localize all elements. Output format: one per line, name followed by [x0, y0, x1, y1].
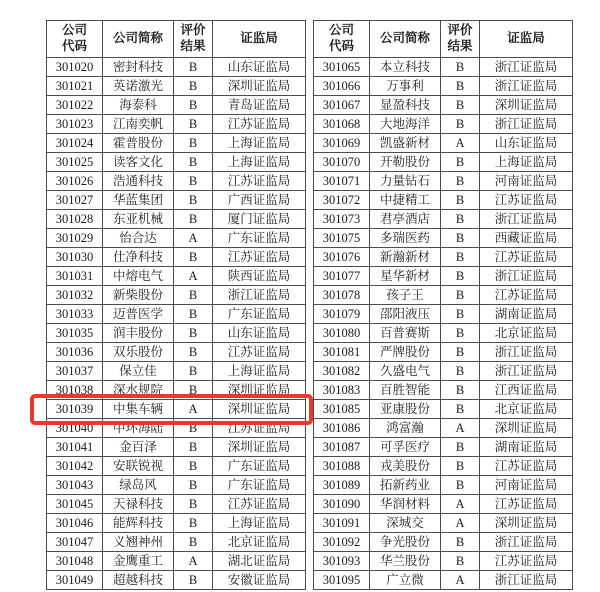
table-row: [47, 362, 306, 381]
table-cell: 英诺激光: [103, 77, 174, 96]
table-cell: 301090: [314, 495, 370, 514]
table-cell: 301024: [47, 134, 103, 153]
table-cell: 浙江证监局: [480, 58, 573, 77]
table-row: [314, 229, 573, 248]
table-cell: B: [174, 77, 213, 96]
table-cell: B: [174, 514, 213, 533]
table-cell: 北京证监局: [480, 324, 573, 343]
table-cell: 湖北证监局: [213, 552, 306, 571]
table-cell: B: [174, 324, 213, 343]
table-cell: 301066: [314, 77, 370, 96]
table-cell: 浙江证监局: [480, 571, 573, 590]
table-row: [314, 362, 573, 381]
table-cell: 江南奕帆: [103, 115, 174, 134]
column-header: 证监局: [213, 21, 306, 58]
table-cell: 中熔电气: [103, 267, 174, 286]
table-row: [47, 457, 306, 476]
table-cell: 密封科技: [103, 58, 174, 77]
table-cell: 天禄科技: [103, 495, 174, 514]
table-cell: 301068: [314, 115, 370, 134]
table-row: [314, 172, 573, 191]
column-header: 公司 代码: [314, 21, 370, 58]
table-cell: 301093: [314, 552, 370, 571]
table-cell: 301031: [47, 267, 103, 286]
table-cell: 严牌股份: [370, 343, 441, 362]
table-row: [314, 134, 573, 153]
table-row: [47, 115, 306, 134]
table-cell: 301065: [314, 58, 370, 77]
table-cell: 金百泽: [103, 438, 174, 457]
table-cell: 深圳证监局: [213, 381, 306, 400]
table-cell: 青岛证监局: [213, 96, 306, 115]
table-cell: 拓新药业: [370, 476, 441, 495]
header-row: [314, 21, 573, 58]
table-cell: 301040: [47, 419, 103, 438]
table-row: [314, 77, 573, 96]
table-cell: B: [174, 495, 213, 514]
table-cell: B: [441, 324, 480, 343]
table-cell: 301020: [47, 58, 103, 77]
table-cell: 浙江证监局: [480, 533, 573, 552]
table-cell: 浙江证监局: [480, 343, 573, 362]
table-cell: 上海证监局: [213, 134, 306, 153]
table-cell: 久盛电气: [370, 362, 441, 381]
table-cell: 保立佳: [103, 362, 174, 381]
table-cell: A: [174, 400, 213, 419]
table-cell: A: [441, 134, 480, 153]
table-cell: B: [441, 248, 480, 267]
table-cell: B: [174, 134, 213, 153]
table-row: [47, 533, 306, 552]
table-row: [47, 267, 306, 286]
table-cell: B: [441, 438, 480, 457]
table-cell: 万事利: [370, 77, 441, 96]
table-cell: 301025: [47, 153, 103, 172]
table-cell: 301043: [47, 476, 103, 495]
table-cell: 301079: [314, 305, 370, 324]
table-cell: A: [174, 229, 213, 248]
table-cell: 绿岛风: [103, 476, 174, 495]
table-cell: 301071: [314, 172, 370, 191]
table-cell: 301070: [314, 153, 370, 172]
table-cell: B: [441, 457, 480, 476]
company-rating-table-right: [313, 20, 573, 590]
table-cell: 301086: [314, 419, 370, 438]
table-cell: 301035: [47, 324, 103, 343]
table-cell: 陕西证监局: [213, 267, 306, 286]
table-cell: 安徽证监局: [213, 571, 306, 590]
table-cell: 江苏证监局: [213, 495, 306, 514]
table-cell: 广立微: [370, 571, 441, 590]
table-cell: 上海证监局: [213, 514, 306, 533]
table-cell: 山东证监局: [480, 134, 573, 153]
table-cell: 华润材料: [370, 495, 441, 514]
table-row: [314, 495, 573, 514]
table-row: [314, 286, 573, 305]
column-header: 评价 结果: [441, 21, 480, 58]
table-cell: 301023: [47, 115, 103, 134]
table-row: [314, 400, 573, 419]
table-cell: A: [441, 571, 480, 590]
table-cell: B: [441, 153, 480, 172]
table-cell: 大地海洋: [370, 115, 441, 134]
table-cell: 301042: [47, 457, 103, 476]
table-cell: B: [441, 400, 480, 419]
table-cell: 上海证监局: [213, 153, 306, 172]
table-cell: 301036: [47, 343, 103, 362]
table-cell: 301082: [314, 362, 370, 381]
table-cell: 江苏证监局: [213, 248, 306, 267]
table-cell: 亚康股份: [370, 400, 441, 419]
table-cell: 301047: [47, 533, 103, 552]
table-cell: 新瀚新材: [370, 248, 441, 267]
table-row: [314, 514, 573, 533]
table-cell: 华蓝集团: [103, 191, 174, 210]
table-cell: 浙江证监局: [480, 77, 573, 96]
table-cell: 鸿富瀚: [370, 419, 441, 438]
table-row: [314, 476, 573, 495]
table-cell: 301075: [314, 229, 370, 248]
table-cell: 301080: [314, 324, 370, 343]
table-row: [47, 495, 306, 514]
table-cell: 邵阳液压: [370, 305, 441, 324]
table-cell: 深圳证监局: [213, 438, 306, 457]
table-cell: 301049: [47, 571, 103, 590]
table-cell: 星华新材: [370, 267, 441, 286]
table-cell: 仕净科技: [103, 248, 174, 267]
table-cell: 江苏证监局: [480, 495, 573, 514]
table-cell: 多瑞医药: [370, 229, 441, 248]
table-cell: 301039: [47, 400, 103, 419]
column-header: 公司简称: [103, 21, 174, 58]
table-row: [314, 552, 573, 571]
company-rating-table-left: [46, 20, 306, 590]
table-cell: 江苏证监局: [213, 419, 306, 438]
table-cell: 深城交: [370, 514, 441, 533]
table-row: [47, 438, 306, 457]
table-cell: 中集车辆: [103, 400, 174, 419]
table-cell: 301088: [314, 457, 370, 476]
table-row: [314, 305, 573, 324]
table-row: [47, 248, 306, 267]
table-cell: B: [174, 571, 213, 590]
table-row: [314, 571, 573, 590]
table-cell: 怡合达: [103, 229, 174, 248]
table-row: [47, 58, 306, 77]
table-cell: 301077: [314, 267, 370, 286]
table-cell: 义翘神州: [103, 533, 174, 552]
table-cell: B: [441, 58, 480, 77]
table-cell: B: [441, 115, 480, 134]
table-row: [47, 324, 306, 343]
table-cell: 301022: [47, 96, 103, 115]
table-cell: B: [174, 457, 213, 476]
table-row: [47, 343, 306, 362]
table-cell: 深水规院: [103, 381, 174, 400]
table-cell: 显盈科技: [370, 96, 441, 115]
column-header: 证监局: [480, 21, 573, 58]
table-cell: 301045: [47, 495, 103, 514]
table-cell: A: [441, 419, 480, 438]
table-cell: 深圳证监局: [480, 419, 573, 438]
table-cell: 广西证监局: [213, 191, 306, 210]
table-cell: 百普赛斯: [370, 324, 441, 343]
table-cell: B: [441, 381, 480, 400]
table-cell: 浙江证监局: [480, 362, 573, 381]
table-cell: 301095: [314, 571, 370, 590]
table-cell: 厦门证监局: [213, 210, 306, 229]
table-cell: 西藏证监局: [480, 229, 573, 248]
table-row: [314, 115, 573, 134]
table-cell: 江苏证监局: [480, 248, 573, 267]
table-cell: 河南证监局: [480, 172, 573, 191]
table-cell: A: [441, 514, 480, 533]
table-cell: 301073: [314, 210, 370, 229]
table-cell: 301030: [47, 248, 103, 267]
table-cell: 广东证监局: [213, 457, 306, 476]
table-cell: B: [174, 381, 213, 400]
column-header: 公司 代码: [47, 21, 103, 58]
table-cell: 争光股份: [370, 533, 441, 552]
table-cell: 深圳证监局: [213, 77, 306, 96]
table-row: [47, 552, 306, 571]
table-cell: 力量钻石: [370, 172, 441, 191]
table-cell: 安联锐视: [103, 457, 174, 476]
table-cell: B: [441, 267, 480, 286]
table-row: [314, 191, 573, 210]
table-cell: B: [174, 248, 213, 267]
table-row: [314, 267, 573, 286]
table-cell: 深圳证监局: [213, 400, 306, 419]
table-cell: 浙江证监局: [480, 210, 573, 229]
table-cell: B: [441, 229, 480, 248]
table-cell: B: [441, 305, 480, 324]
table-cell: 江苏证监局: [480, 552, 573, 571]
header-row: [47, 21, 306, 58]
table-cell: 双乐股份: [103, 343, 174, 362]
table-cell: 301033: [47, 305, 103, 324]
table-cell: 新柴股份: [103, 286, 174, 305]
table-cell: 301041: [47, 438, 103, 457]
table-cell: 301092: [314, 533, 370, 552]
table-row: [47, 476, 306, 495]
table-cell: 湖南证监局: [480, 438, 573, 457]
table-cell: 能辉科技: [103, 514, 174, 533]
table-row: [47, 381, 306, 400]
table-cell: B: [441, 77, 480, 96]
table-cell: 301046: [47, 514, 103, 533]
table-cell: 东亚机械: [103, 210, 174, 229]
table-cell: 浩通科技: [103, 172, 174, 191]
table-cell: 本立科技: [370, 58, 441, 77]
table-cell: 301026: [47, 172, 103, 191]
table-cell: 301083: [314, 381, 370, 400]
table-cell: B: [174, 153, 213, 172]
table-cell: 山东证监局: [213, 324, 306, 343]
table-row: [314, 419, 573, 438]
table-row: [47, 286, 306, 305]
table-cell: B: [174, 210, 213, 229]
table-cell: 301037: [47, 362, 103, 381]
table-row: [47, 571, 306, 590]
table-row: [314, 96, 573, 115]
table-cell: B: [174, 172, 213, 191]
table-cell: 迈普医学: [103, 305, 174, 324]
table-cell: B: [441, 172, 480, 191]
table-cell: B: [441, 191, 480, 210]
table-cell: 301089: [314, 476, 370, 495]
table-cell: 山东证监局: [213, 58, 306, 77]
table-row: [47, 305, 306, 324]
table-row: [47, 172, 306, 191]
table-cell: 301087: [314, 438, 370, 457]
table-cell: 读客文化: [103, 153, 174, 172]
table-row: [314, 324, 573, 343]
table-cell: 上海证监局: [480, 153, 573, 172]
table-cell: 301085: [314, 400, 370, 419]
table-cell: 河南证监局: [480, 476, 573, 495]
table-cell: 301029: [47, 229, 103, 248]
table-cell: B: [441, 96, 480, 115]
table-row: [47, 96, 306, 115]
table-cell: A: [174, 552, 213, 571]
table-row: [314, 153, 573, 172]
table-row: [47, 229, 306, 248]
table-cell: B: [174, 419, 213, 438]
table-cell: 金鹰重工: [103, 552, 174, 571]
table-cell: 霍普股份: [103, 134, 174, 153]
table-cell: 开勒股份: [370, 153, 441, 172]
table-row: [47, 153, 306, 172]
table-cell: B: [441, 552, 480, 571]
table-cell: B: [174, 96, 213, 115]
table-cell: B: [174, 476, 213, 495]
table-cell: 江苏证监局: [213, 115, 306, 134]
table-cell: 百胜智能: [370, 381, 441, 400]
table-cell: 深圳证监局: [480, 96, 573, 115]
table-cell: 北京证监局: [213, 533, 306, 552]
column-header: 评价 结果: [174, 21, 213, 58]
table-row: [47, 210, 306, 229]
table-row: [314, 210, 573, 229]
table-cell: 江苏证监局: [213, 172, 306, 191]
table-cell: B: [174, 115, 213, 134]
table-row: [314, 381, 573, 400]
table-cell: 润丰股份: [103, 324, 174, 343]
table-cell: 江苏证监局: [480, 457, 573, 476]
table-cell: B: [174, 191, 213, 210]
column-header: 公司简称: [370, 21, 441, 58]
table-row: [47, 134, 306, 153]
table-cell: B: [441, 476, 480, 495]
table-cell: B: [441, 362, 480, 381]
table-row: [47, 191, 306, 210]
table-row: [314, 248, 573, 267]
table-cell: 孩子王: [370, 286, 441, 305]
table-cell: 江西证监局: [480, 381, 573, 400]
table-cell: B: [174, 362, 213, 381]
table-cell: B: [441, 343, 480, 362]
table-cell: 江苏证监局: [480, 286, 573, 305]
table-cell: 浙江证监局: [480, 267, 573, 286]
table-row: [314, 533, 573, 552]
table-cell: B: [441, 533, 480, 552]
table-cell: 海泰科: [103, 96, 174, 115]
table-cell: B: [174, 286, 213, 305]
table-cell: 中环海陆: [103, 419, 174, 438]
table-cell: A: [174, 267, 213, 286]
table-cell: B: [174, 533, 213, 552]
table-cell: 凯盛新材: [370, 134, 441, 153]
table-cell: 浙江证监局: [213, 286, 306, 305]
table-cell: 浙江证监局: [480, 115, 573, 134]
table-cell: 江苏证监局: [213, 343, 306, 362]
table-cell: 北京证监局: [480, 400, 573, 419]
table-cell: 301032: [47, 286, 103, 305]
table-cell: B: [174, 305, 213, 324]
table-row: [314, 58, 573, 77]
table-cell: 超越科技: [103, 571, 174, 590]
table-cell: 君亭酒店: [370, 210, 441, 229]
table-cell: 深圳证监局: [480, 514, 573, 533]
table-cell: 301021: [47, 77, 103, 96]
table-cell: 可孚医疗: [370, 438, 441, 457]
table-row: [314, 343, 573, 362]
table-cell: B: [441, 286, 480, 305]
table-cell: 301027: [47, 191, 103, 210]
table-cell: 上海证监局: [213, 362, 306, 381]
table-cell: 301091: [314, 514, 370, 533]
table-cell: 广东证监局: [213, 305, 306, 324]
table-cell: 301067: [314, 96, 370, 115]
table-cell: 301072: [314, 191, 370, 210]
table-cell: 湖南证监局: [480, 305, 573, 324]
table-cell: 301069: [314, 134, 370, 153]
table-cell: A: [441, 495, 480, 514]
table-cell: B: [174, 438, 213, 457]
table-cell: 戎美股份: [370, 457, 441, 476]
table-cell: 江苏证监局: [480, 191, 573, 210]
table-cell: 广东证监局: [213, 229, 306, 248]
table-row: [47, 400, 306, 419]
table-row: [47, 419, 306, 438]
table-cell: 301038: [47, 381, 103, 400]
table-cell: 301076: [314, 248, 370, 267]
table-cell: 华兰股份: [370, 552, 441, 571]
table-cell: 中捷精工: [370, 191, 441, 210]
table-cell: B: [174, 58, 213, 77]
table-cell: 301048: [47, 552, 103, 571]
table-cell: 301028: [47, 210, 103, 229]
table-cell: B: [441, 210, 480, 229]
table-cell: 301081: [314, 343, 370, 362]
table-row: [314, 457, 573, 476]
table-row: [47, 514, 306, 533]
table-cell: 广东证监局: [213, 476, 306, 495]
table-cell: 301078: [314, 286, 370, 305]
table-row: [314, 438, 573, 457]
table-cell: B: [174, 343, 213, 362]
table-row: [47, 77, 306, 96]
